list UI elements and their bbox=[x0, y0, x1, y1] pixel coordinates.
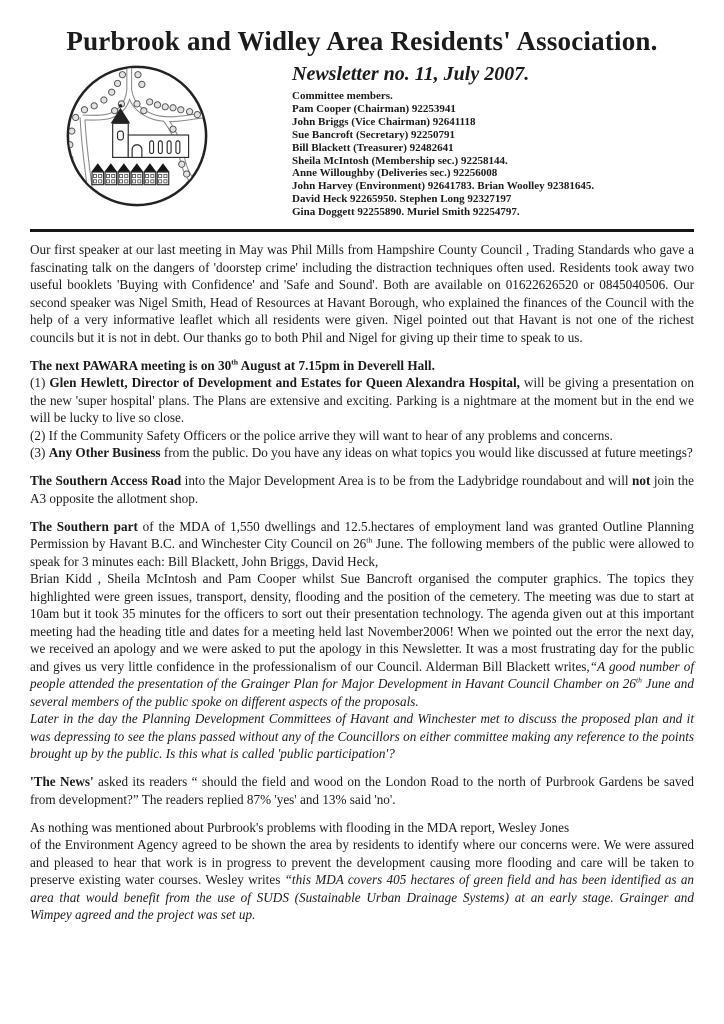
paragraph: The next PAWARA meeting is on 30th August at 7.15pm in Deverell Hall. bbox=[30, 357, 435, 373]
paragraph: The Southern part of the MDA of 1,550 dwellings and 12.5.hectares of employment land was granted Outline Planning Permission by Havant B.C. and Winchester City Council on 26th June. The following members of the public were allowed to speak for 3 minutes each: Bill Blackett, John Briggs, David Heck, Brian Kidd , Sheila McIntosh and Pam Cooper whilst Sue Bancroft organised the computer graphics. The topics they highlighted were green issues, transport, density, flooding and the position of the cemetery. The meeting was due to start at 10am but it took 35 minutes for the officers to sort out their presentation technology. The agenda given out at this important meeting had the heading title and dates for a meeting held last November2006! When we pointed out the error the next day, we received an apology and we were asked to put the apology in this Newsletter. It was a most frustrating day for the public and gives us very little confidence in the professionalism of our Council. Alderman Bill Blackett writes,“A good number of people attended the presentation of the Grainger Plan for Major Development in Havant Council Chamber on 26th June and several members of the public spoke on different aspects of the proposals. Later in the day the Planning Development Committees of Havant and Winchester met to discuss the proposed plan and it was depressing to see the plans passed without any of the Councillors on either committee making any reference to the points brought up by the public. Is this what is called 'public participation'? bbox=[30, 518, 694, 762]
header bbox=[30, 61, 694, 219]
paragraph: (3) Any Other Business from the public. Do you have any ideas on what topics you would like discussed at future meetings? bbox=[30, 445, 693, 461]
committee-member: Pam Cooper (Chairman) 92253941 bbox=[292, 102, 456, 115]
paragraph: (1) Glen Hewlett, Director of Development and Estates for Queen Alexandra Hospital, will be giving a presentation on the new 'super hospital' plans. The Plans are extensive and exciting. Parking is a nightmare at the moment but in the end we will be lucky to live so close. bbox=[30, 375, 694, 426]
committee-member: Anne Willoughby (Deliveries sec.) 92256008 bbox=[292, 167, 498, 180]
committee-member: Sue Bancroft (Secretary) 92250791 bbox=[292, 128, 456, 141]
paragraph: The Southern Access Road into the Major Development Area is to be from the Ladybridge roundabout and will not join the A3 opposite the allotment shop. bbox=[30, 473, 694, 506]
committee-member: David Heck 92265950. Stephen Long 92327197 bbox=[292, 193, 512, 206]
header-info bbox=[292, 61, 594, 219]
committee-heading: Committee members. bbox=[292, 90, 393, 102]
header-divider bbox=[30, 229, 694, 232]
paragraph: Our first speaker at our last meeting in May was Phil Mills from Hampshire County Council , Trading Standards who gave a fascinating talk on the dangers of 'doorstep crime' including the distraction techniques often used. Residents took away two useful booklets 'Buying with Confidence' and 'Safe and Sound'. Both are available on 01622626520 or 0845040506. Our second speaker was Nigel Smith, Head of Resources at Havant Borough, who explained the finances of the Council with the help of a very informative leaflet which all residents were given. Nigel pointed out that Havant is not one of the richest councils but it is not in debt. Our thanks go to both Phil and Nigel for giving up their time to speak to us. bbox=[30, 242, 694, 345]
committee-member: John Harvey (Environment) 92641783. Brian Woolley 92381645. bbox=[292, 180, 595, 193]
newsletter-title: Newsletter no. 11, July 2007. bbox=[292, 63, 530, 85]
article bbox=[30, 241, 694, 924]
committee-member: John Briggs (Vice Chairman) 92641118 bbox=[292, 115, 476, 128]
committee-list bbox=[292, 103, 594, 219]
committee-member: Sheila McIntosh (Membership sec.) 92258144. bbox=[292, 154, 508, 167]
village-map-logo-icon bbox=[64, 61, 210, 211]
page-title: Purbrook and Widley Area Residents' Association. bbox=[66, 26, 658, 56]
paragraph: (2) If the Community Safety Officers or the police arrive they will want to hear of any problems and concerns. bbox=[30, 427, 613, 443]
committee-member: Gina Doggett 92255890. Muriel Smith 92254797. bbox=[292, 206, 520, 219]
paragraph: 'The News' asked its readers “ should the field and wood on the London Road to the north of Purbrook Gardens be saved from development?” The readers replied 87% 'yes' and 13% said 'no'. bbox=[30, 774, 695, 807]
village-map-logo bbox=[64, 61, 210, 216]
committee-member: Bill Blackett (Treasurer) 92482641 bbox=[292, 141, 454, 154]
paragraph: As nothing was mentioned about Purbrook's problems with flooding in the MDA report, Wesley Jones of the Environment Agency agreed to be shown the area by residents to identify where our concerns were. We were assured and pleased to hear that work is in progress to prevent the development causing more flooding and care will be taken to preserve existing water courses. Wesley writes “this MDA covers 405 hectares of green field and has been identified as an area that would benefit from the use of SUDS (Sustainable Urban Drainage Systems) at an early stage. Grainger and Wimpey agreed and the project was set up. bbox=[30, 819, 695, 923]
